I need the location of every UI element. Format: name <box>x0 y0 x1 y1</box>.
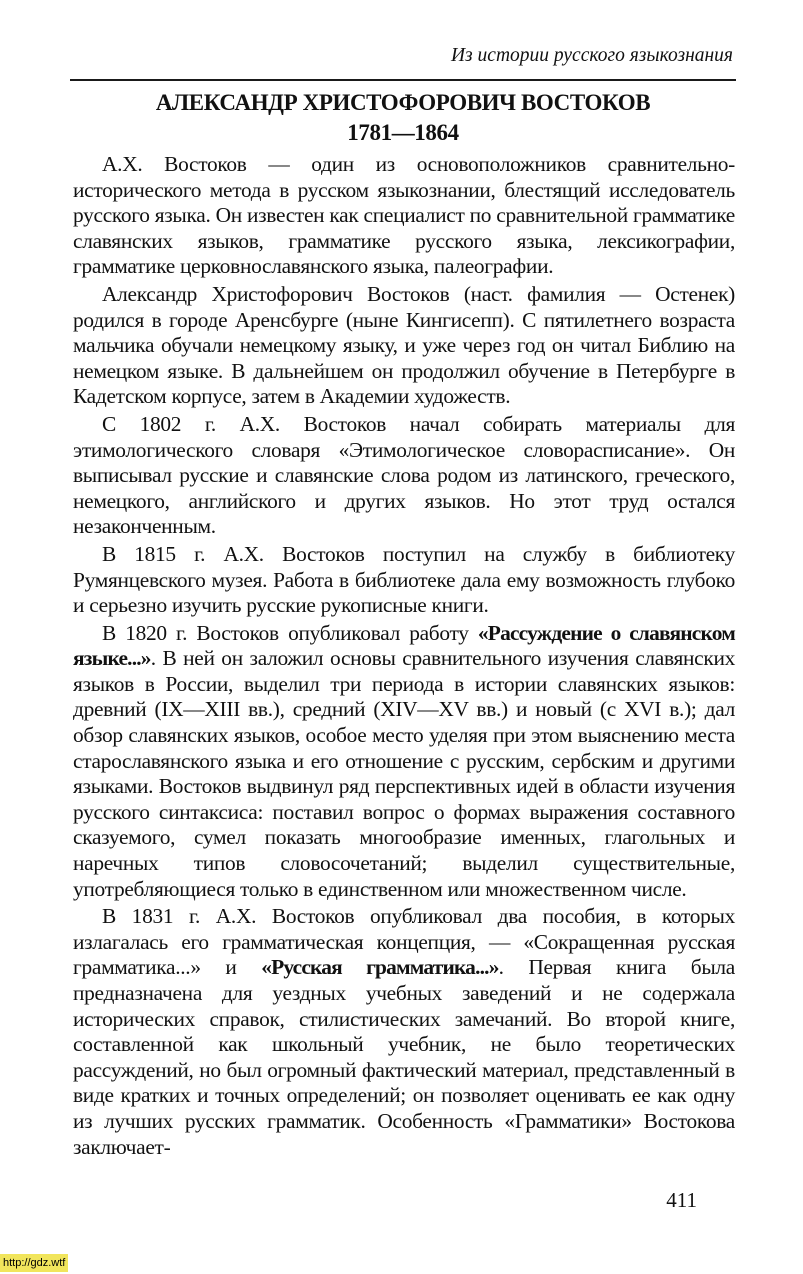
article-body <box>73 152 735 1160</box>
header-divider <box>70 79 736 81</box>
paragraph-6-text-end: . Первая книга была предназначена для уездных учебных заведений и не содержала исторических справок, стилистических замечаний. Во второй книге, составленной как школьный учебник, не было теоретических рассуждений, но был огромный фактический материал, представленный в виде кратких и точных определений; он позволяет оценивать ее как одну из лучших русских грамматик. Особенность «Грамматики» Востокова заключает- <box>73 955 735 1159</box>
paragraph-5-text-end: . В ней он заложил основы сравнительного изучения славянских языков в России, выделил три периода в истории славянских языков: древний (IX—XIII вв.), средний (XIV—XV вв.) и новый (с XVI в.); дал обзор славянских языков, особое место уделяя при этом выяснению места старославянского языка и его отношение с русским, сербским и другими языками. Востоков выдвинул ряд перспективных идей в области изучения русского синтаксиса: поставил вопрос о формах выражения составного сказуемого, сумел показать многообразие именных, глагольных и наречных типов словосочетаний; выделил существительные, употребляющиеся только в единственном или множественном числе. <box>73 646 735 901</box>
running-header: Из истории русского языкознания <box>450 45 733 66</box>
paragraph-3: С 1802 г. А.Х. Востоков начал собирать материалы для этимологического словаря «Этимологическое словорасписание». Он выписывал русские и славянские слова родом из латинского, греческого, немецкого, английского и других языков. Но этот труд остался незаконченным. <box>73 411 735 539</box>
paragraph-1: А.Х. Востоков — один из основоположников сравнительно-исторического метода в русском языкознании, блестящий исследователь русского языка. Он известен как специалист по сравнительной грамматике славянских языков, грамматике русского языка, лексикографии, грамматике церковнославянского языка, палеографии. <box>73 152 735 279</box>
grammar-title-bold: «Русская грамматика...» <box>261 955 499 980</box>
watermark-link[interactable]: http://gdz.wtf <box>0 1254 68 1272</box>
page-title: АЛЕКСАНДР ХРИСТОФОРОВИЧ ВОСТОКОВ <box>155 90 651 115</box>
paragraph-6 <box>73 904 735 1160</box>
paragraph-6-text-start: В 1831 г. А.Х. Востоков опубликовал два пособия, в которых излагалась его грамматическая концепция, — «Сокращенная русская грамматика...» и <box>73 904 735 980</box>
paragraph-5 <box>73 621 735 903</box>
paragraph-2: Александр Христофорович Востоков (наст. фамилия — Остенек) родился в городе Аренсбурге (ныне Кингисепп). С пятилетнего возраста мальчика обучали немецкому языку, и уже через год он читал Библию на немецком языке. В дальнейшем он продолжил обучение в Петербурге в Кадетском корпусе, затем в Академии художеств. <box>73 281 735 409</box>
work-title-bold: «Рассуждение о славянском языке...» <box>73 620 735 671</box>
title-block <box>70 88 736 148</box>
page-number: 411 <box>666 1188 697 1212</box>
paragraph-4: В 1815 г. А.Х. Востоков поступил на службу в библиотеку Румянцевского музея. Работа в библиотеке дала ему возможность глубоко и серьезно изучить русские рукописные книги. <box>73 541 735 618</box>
paragraph-5-text-start: В 1820 г. Востоков опубликовал работу <box>102 620 478 645</box>
life-dates: 1781—1864 <box>347 120 459 145</box>
